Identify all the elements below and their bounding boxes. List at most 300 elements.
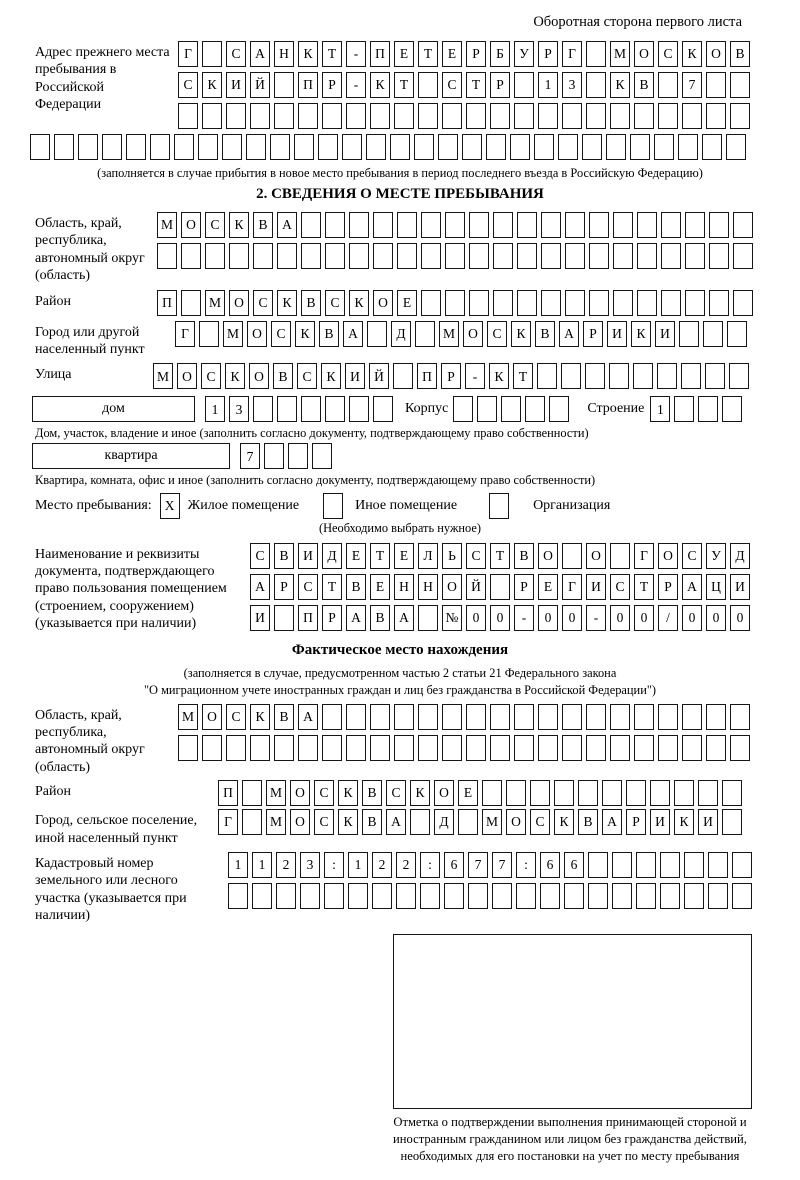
form-cell[interactable] xyxy=(421,290,441,316)
form-cell[interactable]: 0 xyxy=(538,605,558,631)
form-cell[interactable] xyxy=(730,704,750,730)
form-cell[interactable] xyxy=(634,704,654,730)
form-cell[interactable] xyxy=(274,72,294,98)
form-cell[interactable] xyxy=(348,883,368,909)
form-cell[interactable] xyxy=(610,103,630,129)
form-cell[interactable] xyxy=(366,134,386,160)
form-cell[interactable] xyxy=(445,212,465,238)
form-cell[interactable] xyxy=(298,103,318,129)
form-cell[interactable] xyxy=(253,396,273,422)
form-cell[interactable] xyxy=(301,396,321,422)
form-cell[interactable] xyxy=(415,321,435,347)
form-cell[interactable] xyxy=(394,735,414,761)
form-cell[interactable] xyxy=(534,134,554,160)
form-cell[interactable] xyxy=(658,704,678,730)
form-cell[interactable] xyxy=(562,735,582,761)
form-cell[interactable] xyxy=(698,396,718,422)
form-cell[interactable] xyxy=(445,243,465,269)
form-cell[interactable]: М xyxy=(439,321,459,347)
form-cell[interactable] xyxy=(226,103,246,129)
form-cell[interactable]: Р xyxy=(626,809,646,835)
form-cell[interactable] xyxy=(514,72,534,98)
form-cell[interactable]: Р xyxy=(466,41,486,67)
form-cell[interactable]: О xyxy=(229,290,249,316)
form-cell[interactable]: 0 xyxy=(466,605,486,631)
form-cell[interactable]: У xyxy=(706,543,726,569)
form-cell[interactable] xyxy=(733,290,753,316)
form-cell[interactable] xyxy=(722,809,742,835)
form-cell[interactable] xyxy=(654,134,674,160)
form-cell[interactable] xyxy=(490,735,510,761)
form-cell[interactable]: И xyxy=(698,809,718,835)
form-cell[interactable] xyxy=(277,396,297,422)
form-cell[interactable] xyxy=(373,212,393,238)
form-cell[interactable]: И xyxy=(226,72,246,98)
form-cell[interactable]: 6 xyxy=(444,852,464,878)
form-cell[interactable]: С xyxy=(386,780,406,806)
form-cell[interactable] xyxy=(312,443,332,469)
form-cell[interactable]: 6 xyxy=(540,852,560,878)
form-cell[interactable] xyxy=(178,103,198,129)
form-cell[interactable] xyxy=(202,41,222,67)
form-cell[interactable] xyxy=(636,852,656,878)
form-cell[interactable] xyxy=(726,134,746,160)
form-cell[interactable] xyxy=(602,780,622,806)
form-cell[interactable]: О xyxy=(442,574,462,600)
form-cell[interactable]: С xyxy=(201,363,221,389)
form-cell[interactable] xyxy=(682,103,702,129)
form-cell[interactable]: О xyxy=(177,363,197,389)
form-cell[interactable]: 0 xyxy=(490,605,510,631)
form-cell[interactable]: К xyxy=(338,780,358,806)
form-cell[interactable]: И xyxy=(298,543,318,569)
form-cell[interactable] xyxy=(650,780,670,806)
form-cell[interactable]: Р xyxy=(658,574,678,600)
form-cell[interactable]: О xyxy=(586,543,606,569)
form-cell[interactable]: - xyxy=(586,605,606,631)
form-cell[interactable]: Ь xyxy=(442,543,462,569)
form-cell[interactable]: Н xyxy=(418,574,438,600)
form-cell[interactable]: С xyxy=(226,704,246,730)
form-cell[interactable] xyxy=(637,212,657,238)
form-cell[interactable] xyxy=(588,883,608,909)
form-cell[interactable] xyxy=(661,243,681,269)
form-cell[interactable] xyxy=(346,735,366,761)
form-cell[interactable] xyxy=(538,735,558,761)
form-cell[interactable] xyxy=(730,735,750,761)
form-cell[interactable] xyxy=(228,883,248,909)
form-cell[interactable]: С xyxy=(250,543,270,569)
form-cell[interactable] xyxy=(727,321,747,347)
form-cell[interactable] xyxy=(318,134,338,160)
form-cell[interactable] xyxy=(346,103,366,129)
form-cell[interactable] xyxy=(636,883,656,909)
form-cell[interactable]: Г xyxy=(178,41,198,67)
form-cell[interactable] xyxy=(538,103,558,129)
form-cell[interactable] xyxy=(489,493,509,519)
form-cell[interactable]: Н xyxy=(274,41,294,67)
form-cell[interactable]: Д xyxy=(730,543,750,569)
form-cell[interactable] xyxy=(610,735,630,761)
form-cell[interactable]: О xyxy=(634,41,654,67)
form-cell[interactable]: Й xyxy=(369,363,389,389)
form-cell[interactable]: Р xyxy=(514,574,534,600)
form-cell[interactable]: И xyxy=(250,605,270,631)
form-cell[interactable] xyxy=(679,321,699,347)
form-cell[interactable] xyxy=(706,735,726,761)
form-cell[interactable] xyxy=(517,243,537,269)
form-cell[interactable]: К xyxy=(489,363,509,389)
form-cell[interactable] xyxy=(541,212,561,238)
form-cell[interactable] xyxy=(276,883,296,909)
form-cell[interactable]: С xyxy=(298,574,318,600)
form-cell[interactable] xyxy=(684,883,704,909)
form-cell[interactable] xyxy=(242,780,262,806)
form-cell[interactable]: С xyxy=(314,809,334,835)
form-cell[interactable] xyxy=(562,704,582,730)
form-cell[interactable] xyxy=(325,396,345,422)
form-cell[interactable]: Р xyxy=(274,574,294,600)
form-cell[interactable]: 0 xyxy=(610,605,630,631)
form-cell[interactable]: 1 xyxy=(650,396,670,422)
form-cell[interactable]: К xyxy=(674,809,694,835)
form-cell[interactable]: М xyxy=(266,809,286,835)
form-cell[interactable] xyxy=(274,605,294,631)
form-cell[interactable] xyxy=(181,290,201,316)
form-cell[interactable] xyxy=(246,134,266,160)
form-cell[interactable] xyxy=(462,134,482,160)
form-cell[interactable] xyxy=(150,134,170,160)
form-cell[interactable] xyxy=(585,363,605,389)
form-cell[interactable]: А xyxy=(602,809,622,835)
form-cell[interactable] xyxy=(658,735,678,761)
form-cell[interactable]: Т xyxy=(394,72,414,98)
form-cell[interactable]: К xyxy=(202,72,222,98)
form-cell[interactable]: О xyxy=(181,212,201,238)
form-cell[interactable] xyxy=(442,735,462,761)
form-cell[interactable] xyxy=(706,103,726,129)
form-cell[interactable]: Д xyxy=(322,543,342,569)
form-cell[interactable] xyxy=(722,396,742,422)
form-cell[interactable] xyxy=(540,883,560,909)
form-cell[interactable]: 0 xyxy=(634,605,654,631)
form-cell[interactable] xyxy=(709,212,729,238)
form-cell[interactable] xyxy=(661,212,681,238)
form-cell[interactable] xyxy=(610,543,630,569)
form-cell[interactable] xyxy=(325,212,345,238)
form-cell[interactable]: Д xyxy=(434,809,454,835)
form-cell[interactable] xyxy=(393,363,413,389)
form-cell[interactable]: В xyxy=(730,41,750,67)
form-cell[interactable]: 3 xyxy=(562,72,582,98)
form-cell[interactable]: О xyxy=(247,321,267,347)
form-cell[interactable]: Е xyxy=(538,574,558,600)
form-cell[interactable]: Е xyxy=(458,780,478,806)
form-cell[interactable]: Ц xyxy=(706,574,726,600)
form-cell[interactable] xyxy=(490,704,510,730)
form-cell[interactable] xyxy=(322,704,342,730)
form-cell[interactable] xyxy=(732,883,752,909)
form-cell[interactable]: 0 xyxy=(730,605,750,631)
form-cell[interactable]: : xyxy=(420,852,440,878)
form-cell[interactable]: А xyxy=(394,605,414,631)
form-cell[interactable] xyxy=(730,103,750,129)
form-cell[interactable] xyxy=(709,290,729,316)
form-cell[interactable]: С xyxy=(297,363,317,389)
form-cell[interactable] xyxy=(490,103,510,129)
form-cell[interactable]: К xyxy=(338,809,358,835)
form-cell[interactable] xyxy=(102,134,122,160)
form-cell[interactable]: Р xyxy=(441,363,461,389)
form-cell[interactable]: : xyxy=(516,852,536,878)
form-cell[interactable] xyxy=(588,852,608,878)
form-cell[interactable] xyxy=(702,134,722,160)
form-cell[interactable]: К xyxy=(250,704,270,730)
form-cell[interactable]: Е xyxy=(394,41,414,67)
form-cell[interactable] xyxy=(706,72,726,98)
form-cell[interactable]: О xyxy=(506,809,526,835)
form-cell[interactable] xyxy=(514,704,534,730)
form-cell[interactable]: К xyxy=(554,809,574,835)
form-cell[interactable]: - xyxy=(465,363,485,389)
form-cell[interactable]: И xyxy=(650,809,670,835)
form-cell[interactable] xyxy=(322,735,342,761)
form-cell[interactable] xyxy=(396,883,416,909)
form-cell[interactable]: К xyxy=(321,363,341,389)
form-cell[interactable] xyxy=(442,704,462,730)
form-cell[interactable]: М xyxy=(178,704,198,730)
form-cell[interactable] xyxy=(661,290,681,316)
form-cell[interactable] xyxy=(174,134,194,160)
form-cell[interactable] xyxy=(658,72,678,98)
form-cell[interactable] xyxy=(586,72,606,98)
form-cell[interactable]: О xyxy=(463,321,483,347)
form-cell[interactable] xyxy=(486,134,506,160)
form-cell[interactable]: А xyxy=(386,809,406,835)
form-cell[interactable] xyxy=(706,704,726,730)
form-cell[interactable] xyxy=(517,290,537,316)
form-cell[interactable]: В xyxy=(253,212,273,238)
form-cell[interactable] xyxy=(349,243,369,269)
form-cell[interactable] xyxy=(586,41,606,67)
form-cell[interactable] xyxy=(442,103,462,129)
form-cell[interactable] xyxy=(445,290,465,316)
form-cell[interactable]: А xyxy=(250,574,270,600)
form-cell[interactable]: Г xyxy=(562,574,582,600)
form-cell[interactable] xyxy=(298,735,318,761)
form-cell[interactable] xyxy=(493,243,513,269)
form-cell[interactable]: О xyxy=(373,290,393,316)
form-cell[interactable]: М xyxy=(153,363,173,389)
form-cell[interactable]: П xyxy=(298,72,318,98)
form-cell[interactable] xyxy=(466,704,486,730)
form-cell[interactable]: И xyxy=(655,321,675,347)
form-cell[interactable] xyxy=(367,321,387,347)
form-cell[interactable] xyxy=(198,134,218,160)
form-cell[interactable] xyxy=(250,103,270,129)
form-cell[interactable]: С xyxy=(487,321,507,347)
form-cell[interactable]: К xyxy=(631,321,651,347)
form-cell[interactable]: С xyxy=(253,290,273,316)
form-cell[interactable]: 0 xyxy=(706,605,726,631)
form-cell[interactable]: Г xyxy=(175,321,195,347)
form-cell[interactable] xyxy=(253,243,273,269)
form-cell[interactable] xyxy=(586,704,606,730)
form-cell[interactable]: И xyxy=(730,574,750,600)
form-cell[interactable] xyxy=(199,321,219,347)
form-cell[interactable] xyxy=(514,103,534,129)
form-cell[interactable]: 1 xyxy=(348,852,368,878)
form-cell[interactable]: А xyxy=(250,41,270,67)
form-cell[interactable] xyxy=(418,605,438,631)
form-cell[interactable]: 1 xyxy=(538,72,558,98)
form-cell[interactable] xyxy=(469,212,489,238)
form-cell[interactable] xyxy=(660,852,680,878)
form-cell[interactable]: - xyxy=(514,605,534,631)
form-cell[interactable]: К xyxy=(682,41,702,67)
form-cell[interactable] xyxy=(181,243,201,269)
form-cell[interactable]: 3 xyxy=(229,396,249,422)
form-cell[interactable] xyxy=(370,704,390,730)
form-cell[interactable] xyxy=(613,243,633,269)
form-cell[interactable] xyxy=(157,243,177,269)
form-cell[interactable] xyxy=(729,363,749,389)
form-cell[interactable] xyxy=(674,396,694,422)
form-cell[interactable] xyxy=(301,243,321,269)
form-cell[interactable] xyxy=(554,780,574,806)
form-cell[interactable]: Й xyxy=(466,574,486,600)
form-cell[interactable]: А xyxy=(343,321,363,347)
form-cell[interactable] xyxy=(222,134,242,160)
form-cell[interactable] xyxy=(349,212,369,238)
form-cell[interactable] xyxy=(530,780,550,806)
form-cell[interactable] xyxy=(708,852,728,878)
form-cell[interactable] xyxy=(634,103,654,129)
form-cell[interactable] xyxy=(564,883,584,909)
form-cell[interactable] xyxy=(493,212,513,238)
form-cell[interactable]: И xyxy=(607,321,627,347)
form-cell[interactable] xyxy=(684,852,704,878)
form-cell[interactable]: Р xyxy=(322,605,342,631)
form-cell[interactable] xyxy=(397,243,417,269)
form-cell[interactable]: К xyxy=(610,72,630,98)
form-cell[interactable] xyxy=(477,396,497,422)
form-cell[interactable]: Е xyxy=(370,574,390,600)
form-cell[interactable]: К xyxy=(295,321,315,347)
form-cell[interactable] xyxy=(517,212,537,238)
form-cell[interactable] xyxy=(612,883,632,909)
form-cell[interactable]: О xyxy=(658,543,678,569)
form-cell[interactable] xyxy=(482,780,502,806)
form-cell[interactable]: П xyxy=(298,605,318,631)
form-cell[interactable] xyxy=(250,735,270,761)
form-cell[interactable] xyxy=(270,134,290,160)
form-cell[interactable] xyxy=(205,243,225,269)
form-cell[interactable] xyxy=(578,780,598,806)
form-cell[interactable]: И xyxy=(345,363,365,389)
form-cell[interactable]: 7 xyxy=(682,72,702,98)
form-cell[interactable]: Е xyxy=(394,543,414,569)
form-cell[interactable]: 1 xyxy=(252,852,272,878)
form-cell[interactable] xyxy=(410,809,430,835)
form-cell[interactable] xyxy=(418,103,438,129)
form-cell[interactable] xyxy=(682,704,702,730)
form-cell[interactable] xyxy=(565,290,585,316)
form-cell[interactable]: В xyxy=(273,363,293,389)
form-cell[interactable]: В xyxy=(274,543,294,569)
form-cell[interactable]: В xyxy=(362,780,382,806)
form-cell[interactable]: - xyxy=(346,72,366,98)
form-cell[interactable] xyxy=(565,212,585,238)
form-cell[interactable] xyxy=(322,103,342,129)
form-cell[interactable]: П xyxy=(157,290,177,316)
form-cell[interactable]: / xyxy=(658,605,678,631)
form-cell[interactable] xyxy=(630,134,650,160)
form-cell[interactable] xyxy=(722,780,742,806)
form-cell[interactable] xyxy=(633,363,653,389)
form-cell[interactable]: У xyxy=(514,41,534,67)
form-cell[interactable] xyxy=(323,493,343,519)
form-cell[interactable]: М xyxy=(610,41,630,67)
form-cell[interactable]: Р xyxy=(538,41,558,67)
form-cell[interactable]: П xyxy=(370,41,390,67)
form-cell[interactable]: 6 xyxy=(564,852,584,878)
form-cell[interactable] xyxy=(202,735,222,761)
form-cell[interactable] xyxy=(453,396,473,422)
form-cell[interactable]: В xyxy=(634,72,654,98)
form-cell[interactable]: 0 xyxy=(682,605,702,631)
checkbox-organization[interactable] xyxy=(489,493,513,519)
form-cell[interactable]: О xyxy=(290,780,310,806)
form-cell[interactable] xyxy=(493,290,513,316)
form-cell[interactable] xyxy=(438,134,458,160)
form-cell[interactable] xyxy=(703,321,723,347)
form-cell[interactable] xyxy=(300,883,320,909)
form-cell[interactable]: 7 xyxy=(240,443,260,469)
form-cell[interactable] xyxy=(324,883,344,909)
form-cell[interactable] xyxy=(634,735,654,761)
form-cell[interactable]: М xyxy=(205,290,225,316)
form-cell[interactable] xyxy=(252,883,272,909)
form-cell[interactable]: Г xyxy=(218,809,238,835)
form-cell[interactable]: С xyxy=(682,543,702,569)
form-cell[interactable]: В xyxy=(362,809,382,835)
form-cell[interactable] xyxy=(589,243,609,269)
form-cell[interactable] xyxy=(469,290,489,316)
form-cell[interactable]: Е xyxy=(346,543,366,569)
form-cell[interactable] xyxy=(708,883,728,909)
form-cell[interactable]: К xyxy=(225,363,245,389)
form-cell[interactable] xyxy=(678,134,698,160)
form-cell[interactable] xyxy=(558,134,578,160)
form-cell[interactable]: Г xyxy=(634,543,654,569)
form-cell[interactable] xyxy=(586,735,606,761)
form-cell[interactable]: В xyxy=(370,605,390,631)
form-cell[interactable]: О xyxy=(202,704,222,730)
form-cell[interactable] xyxy=(468,883,488,909)
form-cell[interactable] xyxy=(613,212,633,238)
form-cell[interactable] xyxy=(264,443,284,469)
form-cell[interactable]: № xyxy=(442,605,462,631)
form-cell[interactable] xyxy=(274,735,294,761)
form-cell[interactable]: С xyxy=(610,574,630,600)
form-cell[interactable]: К xyxy=(298,41,318,67)
form-cell[interactable]: О xyxy=(434,780,454,806)
form-cell[interactable] xyxy=(294,134,314,160)
form-cell[interactable] xyxy=(373,243,393,269)
form-cell[interactable]: В xyxy=(301,290,321,316)
form-cell[interactable] xyxy=(705,363,725,389)
